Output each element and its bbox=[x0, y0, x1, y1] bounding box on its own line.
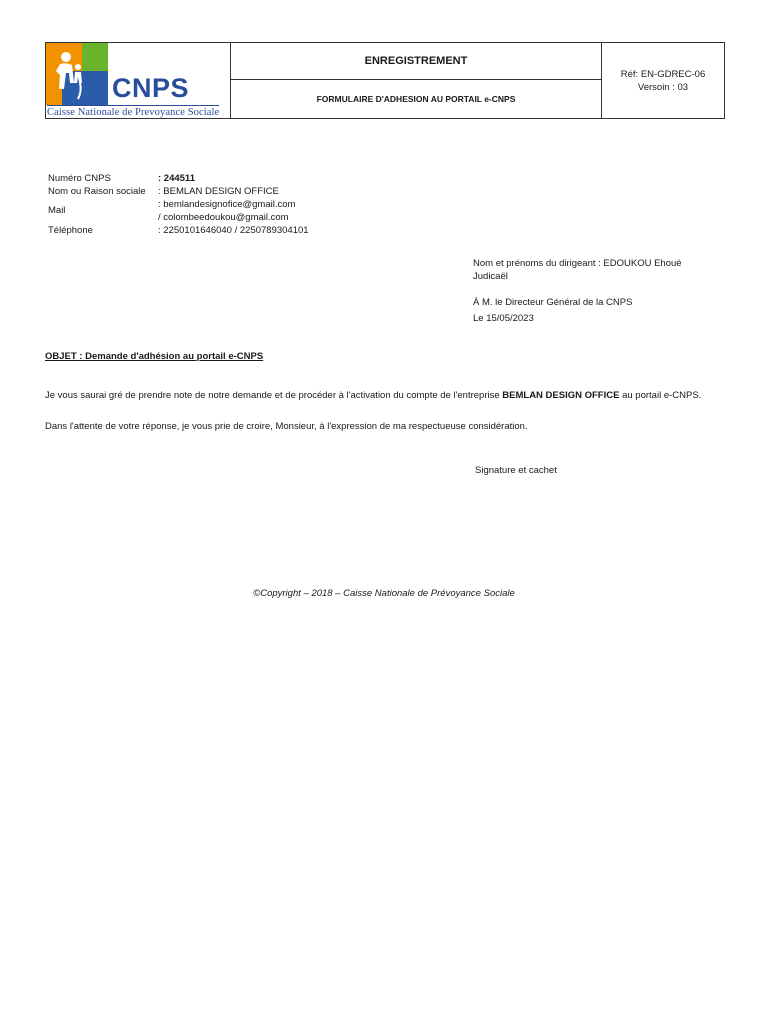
dirigeant-block bbox=[473, 258, 682, 283]
dirigeant-line-2: Judicaël bbox=[473, 270, 508, 282]
logo-subtitle: Caisse Nationale de Prevoyance Sociale bbox=[47, 107, 220, 118]
numero-value: : 244511 bbox=[158, 173, 195, 184]
signature-label: Signature et cachet bbox=[475, 465, 557, 476]
title-cell bbox=[231, 43, 602, 118]
reference-code: Réf: EN-GDREC-06 bbox=[620, 68, 706, 80]
version-label: Versoin : 03 bbox=[637, 81, 689, 93]
reference-cell bbox=[602, 43, 724, 118]
document-header bbox=[45, 42, 725, 119]
document-title: ENREGISTREMENT bbox=[231, 43, 601, 80]
nom-label: Nom ou Raison sociale bbox=[48, 186, 146, 197]
body-paragraph-2: Dans l'attente de votre réponse, je vous prie de croire, Monsieur, à l'expression de ma respectueuse considération. bbox=[45, 421, 528, 432]
body-paragraph-1: Je vous saurai gré de prendre note de notre demande et de procéder à l'activation du compte de l'entreprise BEMLAN DESIGN OFFICE au portail e-CNPS. bbox=[45, 390, 702, 401]
info-row-numero bbox=[48, 172, 309, 185]
mail-value-1: : bemlandesignofice@gmail.com bbox=[158, 199, 296, 210]
dirigeant-line-1: Nom et prénoms du dirigeant : EDOUKOU Ehoué bbox=[473, 258, 682, 269]
mail-value-2: / colombeedoukou@gmail.com bbox=[158, 212, 289, 223]
company-info bbox=[48, 172, 309, 237]
info-row-mail bbox=[48, 198, 309, 224]
copyright-footer: ©Copyright – 2018 – Caisse Nationale de Prévoyance Sociale bbox=[253, 588, 515, 599]
numero-label: Numéro CNPS bbox=[48, 173, 111, 184]
form-title: FORMULAIRE D'ADHESION AU PORTAIL e-CNPS bbox=[316, 94, 516, 104]
letter-date: Le 15/05/2023 bbox=[473, 312, 534, 324]
addressee: À M. le Directeur Général de la CNPS bbox=[473, 297, 633, 308]
mail-label: Mail bbox=[48, 205, 66, 216]
tel-value: : 2250101646040 / 2250789304101 bbox=[158, 225, 309, 236]
cnps-logo bbox=[46, 43, 231, 118]
family-figure-icon bbox=[50, 49, 90, 105]
letter-subject: OBJET : Demande d'adhésion au portail e-CNPS bbox=[45, 351, 264, 362]
company-name: BEMLAN DESIGN OFFICE bbox=[502, 390, 620, 401]
info-row-nom bbox=[48, 185, 309, 198]
tel-label: Téléphone bbox=[48, 225, 93, 236]
info-row-tel bbox=[48, 224, 309, 237]
logo-wordmark: CNPS bbox=[112, 73, 190, 103]
nom-value: : BEMLAN DESIGN OFFICE bbox=[158, 186, 279, 197]
addressee-block bbox=[473, 297, 632, 325]
